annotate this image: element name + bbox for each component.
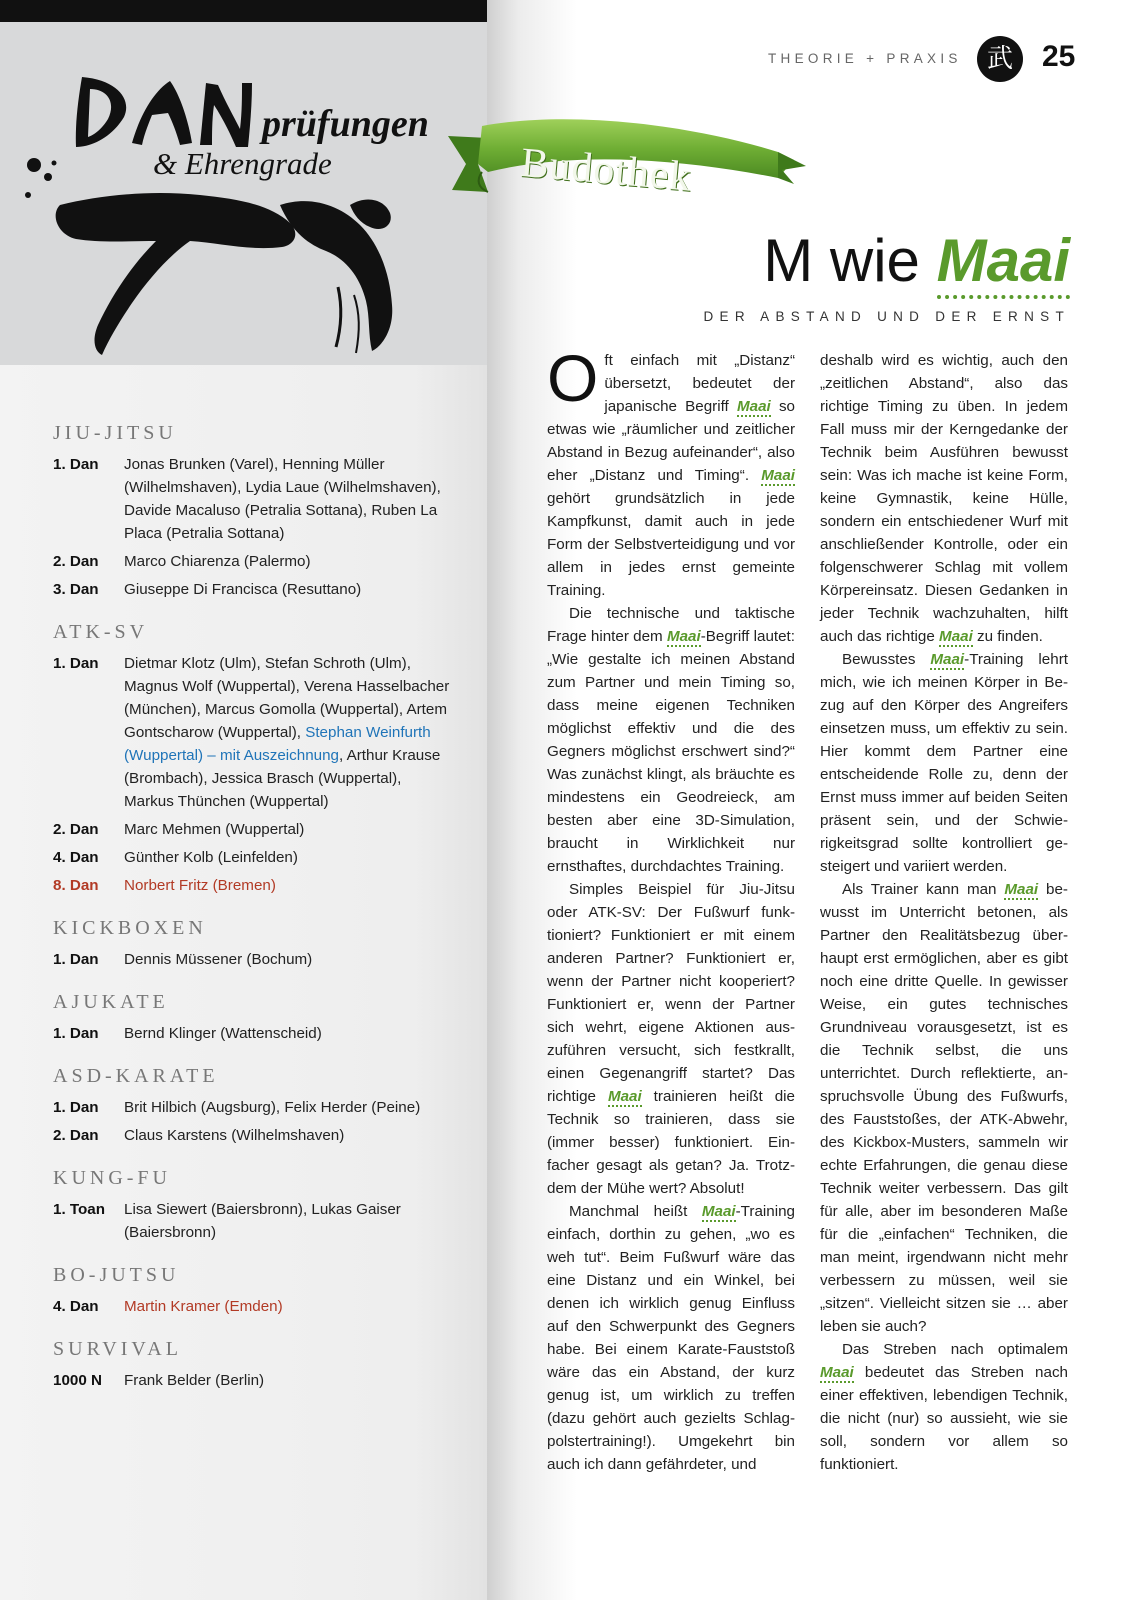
paragraph <box>547 878 795 1200</box>
text-run: gehört grundsätzlich in jede Kampfkunst, damit auch in jede Form der Selbstverteidigung und vor allem in jedes ernst gemeinte Training. <box>547 490 795 599</box>
grade-level: 2. Dan <box>53 1127 99 1144</box>
grade-names: Norbert Fritz (Bremen) <box>124 877 276 894</box>
grade-names: Brit Hilbich (Augsburg), Felix Herder (Peine) <box>124 1099 421 1116</box>
text-run: Die technische und taktische Frage hinter dem <box>547 605 795 645</box>
grade-names: Marc Mehmen (Wuppertal) <box>124 821 305 838</box>
grade-names: Jonas Brunken (Varel), Henning Müller (Wilhelmshaven), Lydia Laue (Wilhelmshaven), Davide Macaluso (Petralia Sottana), Ruben La Placa (Petralia Sottana) <box>124 456 441 542</box>
dropcap: O <box>547 341 599 415</box>
grade-row <box>53 578 453 601</box>
grade-level: 8. Dan <box>53 877 99 894</box>
grade-level: 3. Dan <box>53 581 99 598</box>
style-title: ATK-SV <box>53 621 149 643</box>
grade-row <box>53 550 453 573</box>
text-run: Das Streben nach optimalem <box>842 1341 1068 1358</box>
grade-row <box>53 1124 453 1147</box>
text-run: bewusst im Unterricht betonen, als Partner den Realitätsbezug überhaupt erst ermöglichen, aber es gibt noch eine dritte Quelle. In gewisser Weise, ein gutes technisches Grundniveau vorausgesetzt, ist es die Technik selbst, die uns unterrichtet. Durch reflektierte, anspruchsvolle Übung des Fußwurfs, des Fauststoßes, der ATK-Abwehr, des Kickbox-Musters, sammeln wir echte Erfahrungen, die genau diese Technik weiter verbessern. Das gilt für alle, aber im besonderen Maße für die „einfachen“ Techniken, die man meint, irgendwann nicht mehr verbessern zu müssen, weil sie „sitzen“. Vielleicht sitzen sie … aber leben sie auch? <box>820 881 1068 1335</box>
grade-level: 2. Dan <box>53 821 99 838</box>
grade-names: Martin Kramer (Emden) <box>124 1298 283 1315</box>
grade-level: 2. Dan <box>53 553 99 570</box>
style-block-kickboxen <box>53 915 453 971</box>
paragraph-continuation <box>820 349 1068 648</box>
text-run: so etwas wie „räumlicher und zeitlicher Abstand in Bezug aufeinander“, also eher „Distanz und Timing“. <box>547 398 795 484</box>
grade-row <box>53 874 453 897</box>
headline-accent: Maai <box>937 227 1070 299</box>
grade-row <box>53 846 453 869</box>
text-run: Manchmal heißt <box>569 1203 702 1220</box>
section-label: THEORIE + PRAXIS <box>768 51 962 66</box>
grade-level: 1. Dan <box>53 1025 99 1042</box>
maai-term: Maai <box>939 628 973 645</box>
grade-names: Günther Kolb (Leinfelden) <box>124 849 298 866</box>
honor-highlight: Stephan Weinfurth (Wuppertal) – mit Auszeichnung <box>124 724 431 764</box>
style-block-ajukate <box>53 989 453 1045</box>
grade-row <box>53 1295 453 1318</box>
paragraph <box>820 878 1068 1338</box>
style-title: JIU-JITSU <box>53 422 177 444</box>
maai-term: Maai <box>607 1088 642 1105</box>
grade-level: 1. Dan <box>53 1099 99 1116</box>
text-run: -Training lehrt mich, wie ich meinen Körper in Bezug auf den Körper des Angreifers einsetzen muss, um effektiv zu sein. Hier kommt dem Partner eine entscheidende Rolle zu, denn der Ernst muss immer auf beiden Seiten präsent sein, und der Schwierigkeitsgrad sollte kontrolliert gesteigert und variiert werden. <box>820 651 1068 875</box>
paragraph <box>547 602 795 878</box>
grade-level: 1000 N <box>53 1372 102 1389</box>
style-title: KICKBOXEN <box>53 917 207 939</box>
style-block-kung-fu <box>53 1165 453 1244</box>
headline-prefix: M wie <box>763 227 920 294</box>
page-number: 25 <box>1042 40 1076 73</box>
grade-names: Claus Karstens (Wilhelmshaven) <box>124 1127 345 1144</box>
style-block-jiu-jitsu <box>53 420 453 601</box>
budo-kanji-icon: 武 <box>977 36 1023 82</box>
text-run: -Training einfach, dorthin zu gehen, „wo es weh tut“. Beim Fußwurf wäre das eine Distanz und ein Winkel, bei denen ich wirklich genug Einfluss auf den Schwerpunkt des Gegners habe. Bei einem Karate-Fauststoß wäre das ein Abstand, der kurz genug ist, um wirklich zu treffen (dazu gehört auch gezielts Schlagpolstertraining!). Umgekehrt bin auch ich dann gefährdeter, und <box>547 1203 795 1473</box>
grade-level: 4. Dan <box>53 849 99 866</box>
paragraph <box>547 341 795 602</box>
ribbon-label: Budothek <box>518 139 694 201</box>
maai-term: Maai <box>701 1203 736 1220</box>
style-title: KUNG-FU <box>53 1167 171 1189</box>
grade-level: 1. Dan <box>53 951 99 968</box>
grade-names: Marco Chiarenza (Palermo) <box>124 553 311 570</box>
article-headline <box>763 225 1070 297</box>
text-run: -Begriff lautet: „Wie gestalte ich meinen Abstand zum Partner und mein Timing so, dass meine eigenen Techniken möglichst effektiv und die des Gegners möglichst erschwert sind?“ Was zunächst klingt, als bräuchte es mindestens ein Geodreieck, am besten aber eine 3D-Simulation, braucht in Wirklichkeit nur ernsthaftes, durchdachtes Training. <box>547 628 795 875</box>
article-column-2 <box>820 349 1068 1476</box>
style-block-atk-sv <box>53 619 453 897</box>
grade-level: 1. Dan <box>53 456 99 473</box>
logo-subtitle: & Ehrengrade <box>153 146 332 181</box>
grade-names-part: Dietmar Klotz (Ulm), Stefan Schroth (Ulm), Magnus Wolf (Wuppertal), Verena Hasselbacher (München), Marcus Gomolla (Wuppertal), Artem Gontscharow (Wuppertal), <box>124 655 450 741</box>
paragraph <box>820 648 1068 878</box>
logo-title: prüfungen <box>262 103 429 145</box>
grade-names-part: , Arthur Krause (Brombach), Jessica Brasch (Wuppertal), Markus Thünchen (Wuppertal) <box>124 747 441 810</box>
style-title: SURVIVAL <box>53 1338 182 1360</box>
grade-names: Bernd Klinger (Wattenscheid) <box>124 1025 322 1042</box>
maai-term: Maai <box>930 651 965 668</box>
grade-row <box>53 1096 453 1119</box>
article-column-1 <box>547 341 795 1476</box>
maai-term: Maai <box>666 628 701 645</box>
text-run: Als Trainer kann man <box>842 881 1005 898</box>
grade-row <box>53 948 453 971</box>
maai-term: Maai <box>820 1364 854 1381</box>
text-run: trainieren heißt die Technik so trainieren, dass sie (immer besser) funktioniert. Einfacher gesagt als getan? Ja. Trotzdem der Mühe wert? Absolut! <box>547 1088 795 1197</box>
grade-level: 1. Toan <box>53 1201 106 1218</box>
maai-term: Maai <box>736 398 771 415</box>
grade-row <box>53 1198 453 1244</box>
grade-row <box>53 818 453 841</box>
grade-level: 1. Dan <box>53 655 99 672</box>
grade-row <box>53 1022 453 1045</box>
grades-list <box>53 420 453 1410</box>
article-subtitle: DER ABSTAND UND DER ERNST <box>703 309 1070 324</box>
text-run: ft einfach mit „Distanz“ übersetzt, bedeutet der japanische Begriff <box>604 352 795 415</box>
text-run: Bewusstes <box>842 651 931 668</box>
grade-row <box>53 453 453 545</box>
maai-term: Maai <box>761 467 795 484</box>
style-block-survival <box>53 1336 453 1392</box>
maai-term: Maai <box>1004 881 1039 898</box>
text-run: Simples Beispiel für Jiu-Jitsu oder ATK-SV: Der Fußwurf funktioniert? Funktioniert er mit einem anderen Partner? Funktioniert er, wenn der Partner nicht kooperiert? Funktioniert er, wenn der Partner sich wehrt, eigene Aktionen auszuführen versucht, sich festkrallt, einen Gegenangriff startet? Das richtige <box>547 881 795 1105</box>
grade-level: 4. Dan <box>53 1298 99 1315</box>
grade-names: Frank Belder (Berlin) <box>124 1372 265 1389</box>
top-black-bar <box>0 0 487 22</box>
text-run: deshalb wird es wichtig, auch den „zeitlichen Abstand“, also das richtige Timing zu üben. In jedem Fall muss mir der Kerngedanke der Technik beim Ausführen bewusst sein: Was ich mache ist keine Form, keine Gymnastik, keine Hülle, sondern ein entschiedener Wurf mit anschließender Kontrolle, oder ein folgenschwerer Schlag mit vollem Körpereinsatz. Diesen Gedanken in jeder Technik wachzuhalten, hilft auch das richtige <box>820 352 1068 645</box>
grade-names: Giuseppe Di Francisca (Resuttano) <box>124 581 362 598</box>
style-title: AJUKATE <box>53 991 169 1013</box>
grade-names: Dennis Müssener (Bochum) <box>124 951 313 968</box>
style-block-bo-jutsu <box>53 1262 453 1318</box>
style-title: ASD-KARATE <box>53 1065 219 1087</box>
grade-names: Lisa Siewert (Baiersbronn), Lukas Gaiser (Baiersbronn) <box>124 1201 401 1241</box>
text-run: bedeutet das Streben nach einer effektiven, lebendigen Technik, die nicht (nur) so aussieht, wie sie soll, sondern vor allem so funktioniert. <box>820 1364 1068 1473</box>
style-title: BO-JUTSU <box>53 1264 180 1286</box>
grade-row <box>53 1369 453 1392</box>
paragraph <box>547 1200 795 1476</box>
text-run: zu finden. <box>972 628 1043 645</box>
grade-names <box>124 652 453 813</box>
grade-row <box>53 652 453 813</box>
paragraph <box>820 1338 1068 1476</box>
style-block-asd-karate <box>53 1063 453 1147</box>
dan-grades-sidebar <box>0 0 487 1600</box>
